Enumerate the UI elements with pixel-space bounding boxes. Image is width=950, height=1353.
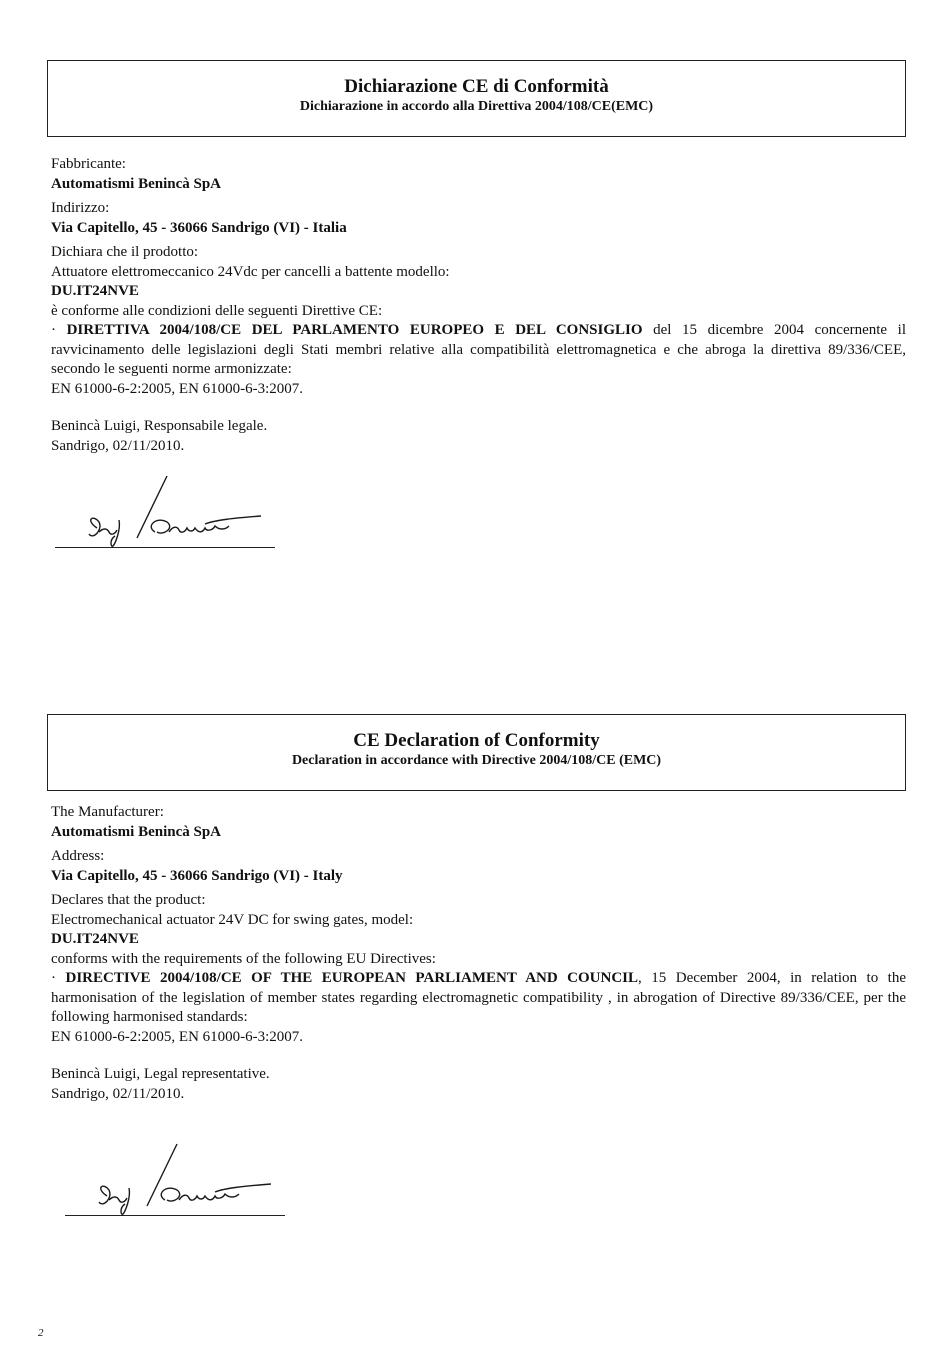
signer-block — [51, 417, 906, 456]
directive-description: , 15 December 2004, in relation to the harmonisation of the legislation of member states regarding electromagnetic compatibility , in abrogation of Directive 89/336/CEE, per the following harmonised standards: — [51, 970, 906, 1025]
signature-english — [65, 1138, 295, 1228]
directive-bullet: · — [51, 322, 67, 338]
product-model: DU.IT24NVE — [51, 283, 139, 299]
signer-name: Benincà Luigi, Legal representative. — [51, 1066, 270, 1082]
conforms-text: è conforme alle condizioni delle seguenti Direttive CE: — [51, 302, 383, 319]
product-description: Attuatore elettromeccanico 24Vdc per cancelli a battente modello: — [51, 263, 450, 280]
place-date: Sandrigo, 02/11/2010. — [51, 1085, 185, 1102]
directive-title: DIRETTIVA 2004/108/CE DEL PARLAMENTO EUROPEO E DEL CONSIGLIO — [66, 322, 643, 338]
italian-title: Dichiarazione CE di Conformità — [344, 76, 609, 97]
manufacturer-name: Automatismi Benincà SpA — [51, 175, 222, 192]
manufacturer-name: Automatismi Benincà SpA — [51, 823, 222, 840]
conforms-text: conforms with the requirements of the following EU Directives: — [51, 950, 436, 967]
declares-text: Declares that the product: — [51, 892, 206, 908]
english-body — [51, 803, 906, 1104]
english-header-box — [47, 714, 906, 791]
signer-name: Benincà Luigi, Responsabile legale. — [51, 418, 268, 434]
page-number: 2 — [38, 1327, 44, 1339]
directive-paragraph — [51, 321, 906, 380]
product-description: Electromechanical actuator 24V DC for swing gates, model: — [51, 911, 414, 928]
english-title: CE Declaration of Conformity — [353, 730, 600, 751]
signer-block — [51, 1065, 906, 1104]
place-date: Sandrigo, 02/11/2010. — [51, 437, 185, 454]
standards-text: EN 61000-6-2:2005, EN 61000-6-3:2007. — [51, 380, 304, 397]
manufacturer-label: Fabbricante: — [51, 156, 126, 172]
address-value: Via Capitello, 45 - 36066 Sandrigo (VI) - Italia — [51, 219, 347, 236]
directive-paragraph — [51, 969, 906, 1028]
signature-line — [55, 547, 275, 548]
product-model: DU.IT24NVE — [51, 931, 139, 947]
standards-text: EN 61000-6-2:2005, EN 61000-6-3:2007. — [51, 1028, 304, 1045]
declares-text: Dichiara che il prodotto: — [51, 244, 199, 260]
address-label: Address: — [51, 848, 105, 864]
signature-line — [65, 1215, 285, 1216]
address-value: Via Capitello, 45 - 36066 Sandrigo (VI) - Italy — [51, 867, 343, 884]
italian-body — [51, 155, 906, 456]
signature-italian — [55, 470, 285, 560]
italian-header-box — [47, 60, 906, 137]
english-subtitle: Declaration in accordance with Directive 2004/108/CE (EMC) — [291, 753, 662, 768]
address-label: Indirizzo: — [51, 200, 110, 216]
italian-subtitle: Dichiarazione in accordo alla Direttiva 2004/108/CE(EMC) — [299, 99, 654, 114]
directive-title: DIRECTIVE 2004/108/CE OF THE EUROPEAN PARLIAMENT AND COUNCIL — [65, 970, 639, 986]
directive-description: del 15 dicembre 2004 concernente il ravvicinamento delle legislazioni degli Stati membri relative alla compatibilità elettromagnetica e che abroga la direttiva 89/336/CEE, secondo le seguenti norme armonizzate: — [51, 322, 907, 377]
manufacturer-label: The Manufacturer: — [51, 804, 164, 820]
directive-bullet: · — [51, 970, 66, 986]
